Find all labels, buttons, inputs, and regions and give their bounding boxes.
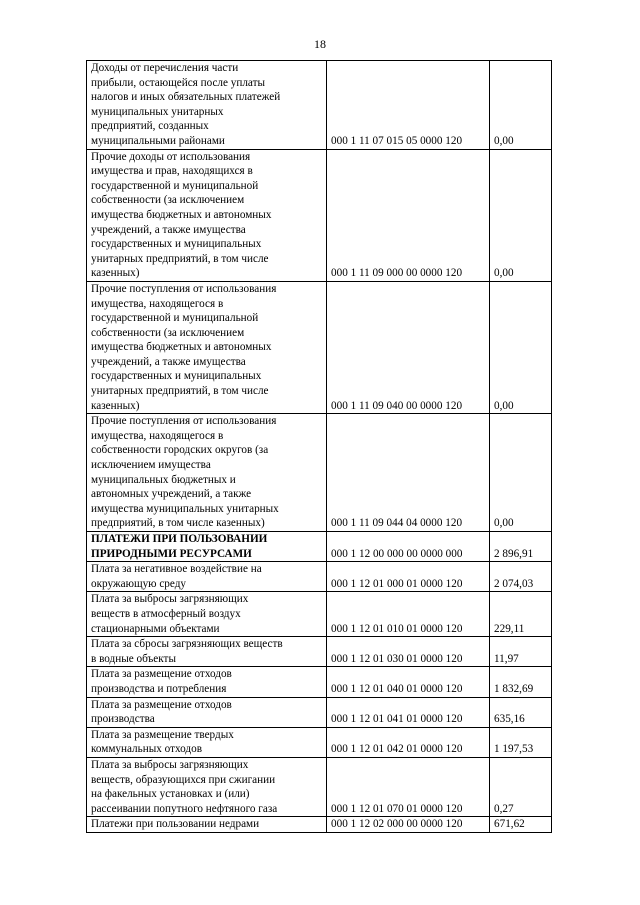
row-name: Плата за размещение твердых коммунальных отходов: [87, 727, 327, 757]
table-row: [87, 61, 552, 150]
row-code: 000 1 12 01 041 01 0000 120: [327, 697, 490, 727]
row-name: Прочие поступления от использования имущества, находящегося в государственной и муниципальной собственности (за исключением имущества бюджетных и автономных учреждений, а также имущества государственных и муниципальных унитарных предприятий, в том числе казенных): [87, 281, 327, 413]
row-code: 000 1 12 02 000 00 0000 120: [327, 817, 490, 833]
row-name: Доходы от перечисления части прибыли, остающейся после уплаты налогов и иных обязательных платежей муниципальных унитарных предприятий, созданных муниципальными районами: [87, 61, 327, 150]
table-row: [87, 667, 552, 697]
row-code: 000 1 11 09 040 00 0000 120: [327, 281, 490, 413]
row-value: 0,00: [490, 61, 552, 150]
row-code: 000 1 12 01 040 01 0000 120: [327, 667, 490, 697]
row-name: ПЛАТЕЖИ ПРИ ПОЛЬЗОВАНИИ ПРИРОДНЫМИ РЕСУРСАМИ: [87, 532, 327, 562]
row-code: 000 1 12 01 030 01 0000 120: [327, 637, 490, 667]
row-value: 2 896,91: [490, 532, 552, 562]
row-value: 0,00: [490, 149, 552, 281]
row-code: 000 1 12 01 010 01 0000 120: [327, 592, 490, 637]
table-row: [87, 414, 552, 532]
table-row: [87, 562, 552, 592]
row-name: Прочие поступления от использования имущества, находящегося в собственности городских округов (за исключением имущества муниципальных бюджетных и автономных учреждений, а также имущества муниципальных унитарных предприятий, в том числе казенных): [87, 414, 327, 532]
row-code: 000 1 11 07 015 05 0000 120: [327, 61, 490, 150]
row-value: 671,62: [490, 817, 552, 833]
row-name: Плата за размещение отходов производства и потребления: [87, 667, 327, 697]
row-name: Прочие доходы от использования имущества и прав, находящихся в государственной и муниципальной собственности (за исключением имущества бюджетных и автономных учреждений, а также имущества государственных и муниципальных унитарных предприятий, в том числе казенных): [87, 149, 327, 281]
table-row: [87, 727, 552, 757]
budget-table: [86, 60, 552, 833]
row-value: 0,00: [490, 281, 552, 413]
table-row: [87, 281, 552, 413]
row-code: 000 1 12 01 000 01 0000 120: [327, 562, 490, 592]
row-code: 000 1 11 09 044 04 0000 120: [327, 414, 490, 532]
table-row-section-header: [87, 532, 552, 562]
row-value: 2 074,03: [490, 562, 552, 592]
table-row: [87, 757, 552, 816]
table-row: [87, 149, 552, 281]
table-row: [87, 817, 552, 833]
row-name: Плата за размещение отходов производства: [87, 697, 327, 727]
row-name: Плата за выбросы загрязняющих веществ, образующихся при сжигании на факельных установках и (или) рассеивании попутного нефтяного газа: [87, 757, 327, 816]
row-name: Платежи при пользовании недрами: [87, 817, 327, 833]
row-value: 0,27: [490, 757, 552, 816]
row-value: 0,00: [490, 414, 552, 532]
table-row: [87, 637, 552, 667]
row-value: 11,97: [490, 637, 552, 667]
row-name: Плата за выбросы загрязняющих веществ в атмосферный воздух стационарными объектами: [87, 592, 327, 637]
row-value: 635,16: [490, 697, 552, 727]
row-value: 1 197,53: [490, 727, 552, 757]
row-code: 000 1 12 01 042 01 0000 120: [327, 727, 490, 757]
page-number: 18: [314, 37, 326, 51]
row-value: 229,11: [490, 592, 552, 637]
budget-table-body: [87, 61, 552, 833]
row-code: 000 1 12 00 000 00 0000 000: [327, 532, 490, 562]
table-row: [87, 592, 552, 637]
row-value: 1 832,69: [490, 667, 552, 697]
row-name: Плата за негативное воздействие на окружающую среду: [87, 562, 327, 592]
row-name: Плата за сбросы загрязняющих веществ в водные объекты: [87, 637, 327, 667]
row-code: 000 1 11 09 000 00 0000 120: [327, 149, 490, 281]
row-code: 000 1 12 01 070 01 0000 120: [327, 757, 490, 816]
table-row: [87, 697, 552, 727]
